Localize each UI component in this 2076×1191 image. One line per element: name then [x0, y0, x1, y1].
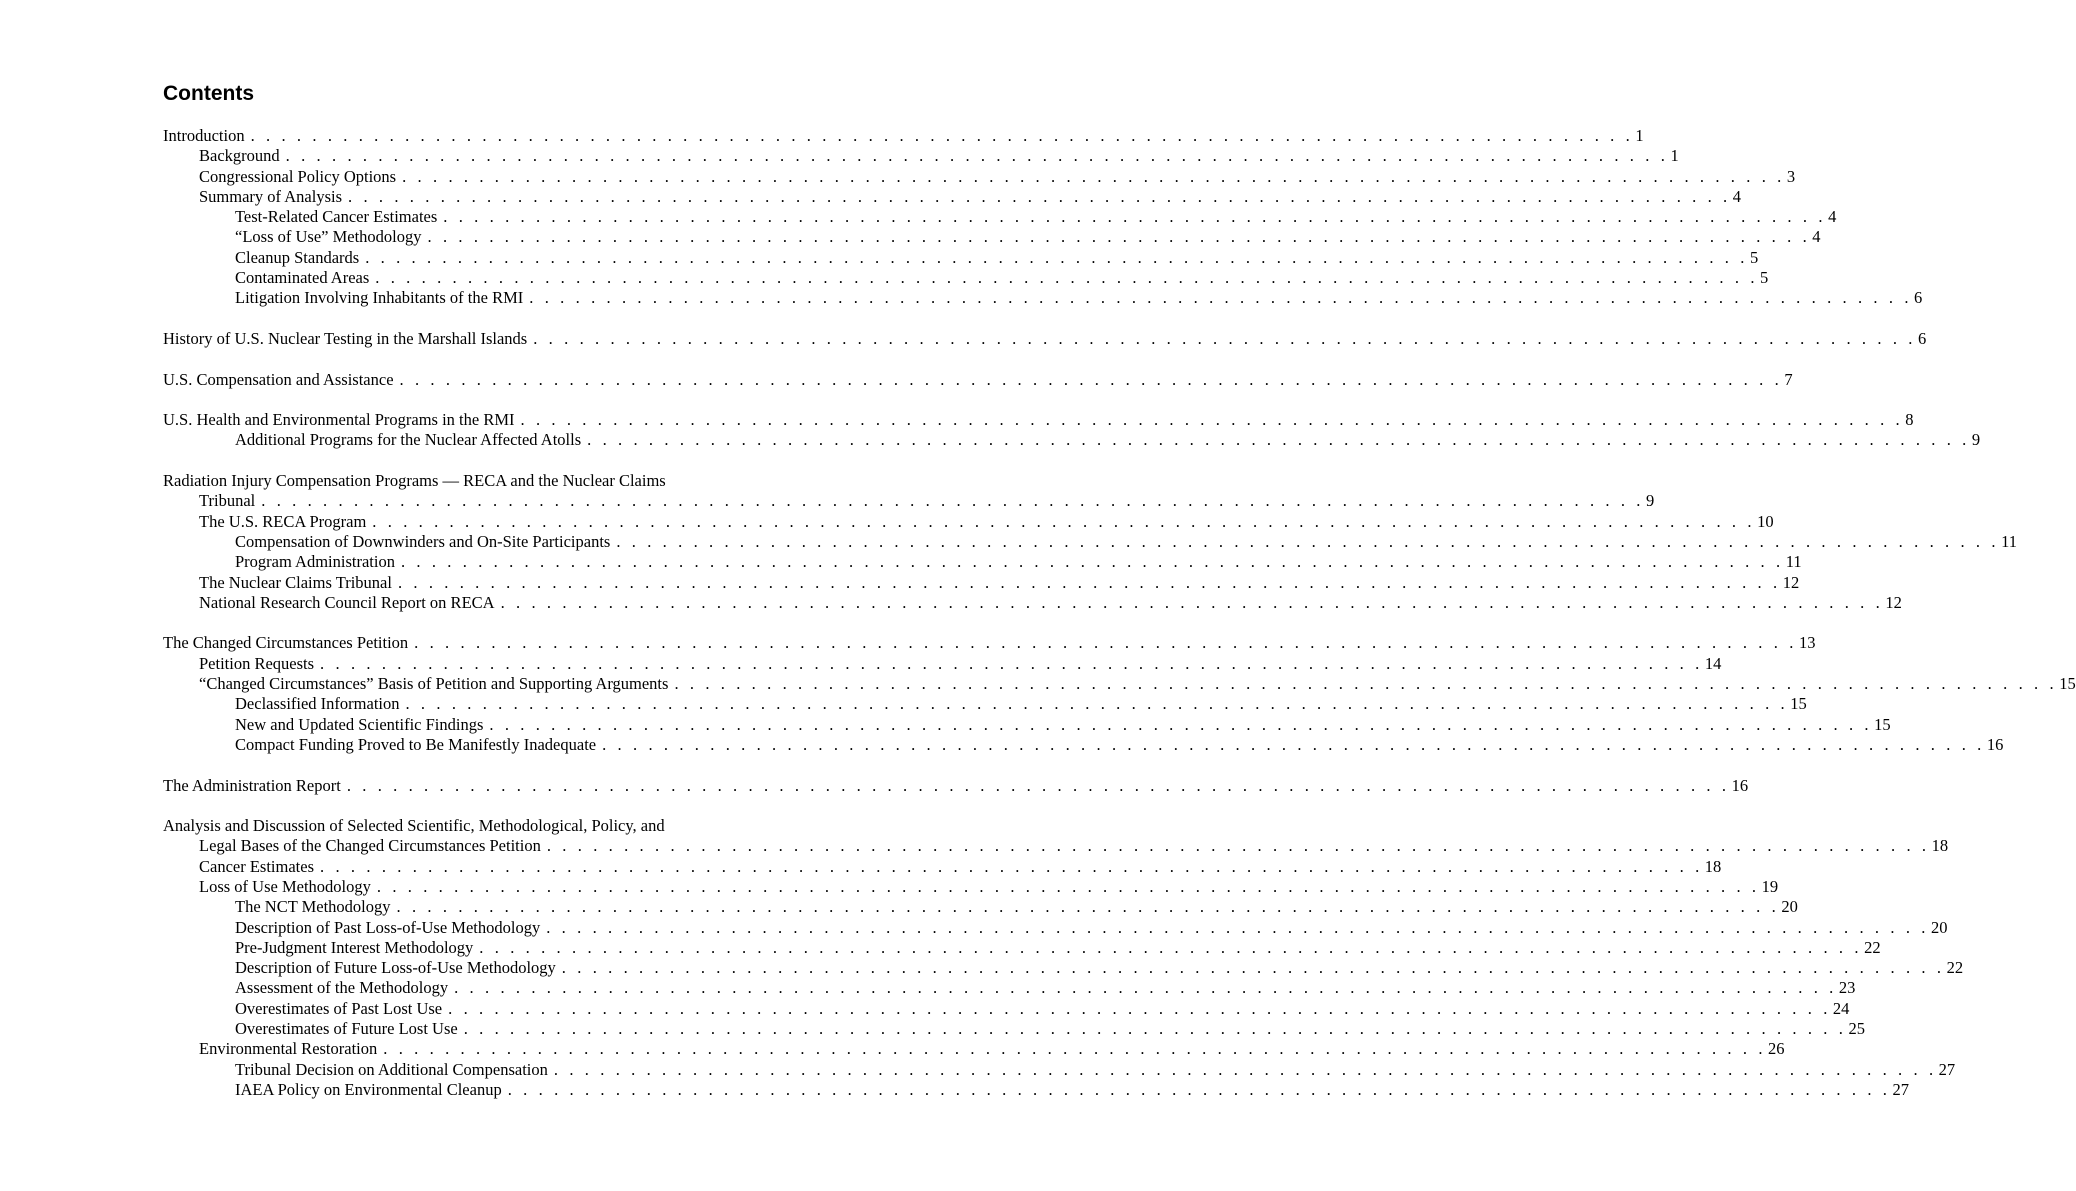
dot-leader: . . . . . . . . . . . . . . . . . . . . . . . . . . . . . . . . . . . . . . . . . . . . . . . . . . . . . . . . . . . . . . . . . . . . . . . . . . . . . . . . . . . . . . . . . . — [285, 146, 1669, 166]
toc-entry-title: Compensation of Downwinders and On-Site Participants — [235, 532, 616, 552]
dot-leader: . . . . . . . . . . . . . . . . . . . . . . . . . . . . . . . . . . . . . . . . . . . . . . . . . . . . . . . . . . . . . . . . . . . . . . . . . . . . . . . . . . . . . . . . . . — [553, 1059, 1937, 1079]
toc-page-number: 4 — [1828, 207, 1837, 227]
dot-leader: . . . . . . . . . . . . . . . . . . . . . . . . . . . . . . . . . . . . . . . . . . . . . . . . . . . . . . . . . . . . . . . . . . . . . . . . . . . . . . . . . . . . . . . . . . — [500, 592, 1884, 612]
dot-leader: . . . . . . . . . . . . . . . . . . . . . . . . . . . . . . . . . . . . . . . . . . . . . . . . . . . . . . . . . . . . . . . . . . . . . . . . . . . . . . . . . . . . . . . . . . — [250, 126, 1634, 145]
toc-entry-title: Background — [199, 146, 286, 166]
toc-entry — [163, 876, 1779, 897]
toc-entry — [163, 917, 1948, 938]
toc-entry-title: Summary of Analysis — [199, 187, 348, 207]
toc-entry-title: Assessment of the Methodology — [235, 978, 454, 998]
toc-entry-title: Declassified Information — [235, 694, 405, 714]
toc-entry-title: The U.S. RECA Program — [199, 512, 372, 532]
toc-entry — [163, 653, 1722, 674]
dot-leader: . . . . . . . . . . . . . . . . . . . . . . . . . . . . . . . . . . . . . . . . . . . . . . . . . . . . . . . . . . . . . . . . . . . . . . . . . . . . . . . . . . . . . . . . . . — [507, 1079, 1891, 1099]
dot-leader: . . . . . . . . . . . . . . . . . . . . . . . . . . . . . . . . . . . . . . . . . . . . . . . . . . . . . . . . . . . . . . . . . . . . . . . . . . . . . . . . . . . . . . . . . . — [561, 958, 1945, 978]
toc-entry — [163, 937, 1881, 958]
toc-page-number: 15 — [1790, 694, 1807, 714]
dot-leader: . . . . . . . . . . . . . . . . . . . . . . . . . . . . . . . . . . . . . . . . . . . . . . . . . . . . . . . . . . . . . . . . . . . . . . . . . . . . . . . . . . . . . . . . . . — [602, 734, 1985, 754]
toc-entry — [163, 531, 2017, 552]
toc-page-number: 7 — [1784, 369, 1793, 389]
toc-page-number: 6 — [1914, 288, 1923, 308]
toc-entry — [163, 694, 1807, 714]
toc-entry — [163, 714, 1891, 735]
toc-page-number: 4 — [1812, 227, 1821, 247]
table-of-contents — [163, 126, 2076, 1100]
dot-leader: . . . . . . . . . . . . . . . . . . . . . . . . . . . . . . . . . . . . . . . . . . . . . . . . . . . . . . . . . . . . . . . . . . . . . . . . . . . . . . . . . . . . . . . . . . — [454, 978, 1837, 998]
dot-leader: . . . . . . . . . . . . . . . . . . . . . . . . . . . . . . . . . . . . . . . . . . . . . . . . . . . . . . . . . . . . . . . . . . . . . . . . . . . . . . . . . . . . . . . . . . — [320, 856, 1703, 876]
toc-entry-title: The NCT Methodology — [235, 897, 397, 917]
toc-entry — [163, 166, 1796, 187]
toc-page-number: 24 — [1832, 998, 1850, 1018]
toc-entry-title: Tribunal — [199, 491, 261, 511]
toc-entry-title: Description of Future Loss-of-Use Methodology — [235, 958, 562, 978]
dot-leader: . . . . . . . . . . . . . . . . . . . . . . . . . . . . . . . . . . . . . . . . . . . . . . . . . . . . . . . . . . . . . . . . . . . . . . . . . . . . . . . . . . . . . . . . . . — [372, 511, 1756, 531]
toc-page-number: 23 — [1838, 978, 1856, 998]
toc-entry — [163, 288, 1923, 308]
dot-leader: . . . . . . . . . . . . . . . . . . . . . . . . . . . . . . . . . . . . . . . . . . . . . . . . . . . . . . . . . . . . . . . . . . . . . . . . . . . . . . . . . . . . . . . . . . — [346, 775, 1730, 795]
toc-page-number: 1 — [1635, 126, 1644, 145]
dot-leader: . . . . . . . . . . . . . . . . . . . . . . . . . . . . . . . . . . . . . . . . . . . . . . . . . . . . . . . . . . . . . . . . . . . . . . . . . . . . . . . . . . . . . . . . . . — [414, 633, 1797, 653]
toc-entry — [163, 552, 1802, 572]
dot-leader: . . . . . . . . . . . . . . . . . . . . . . . . . . . . . . . . . . . . . . . . . . . . . . . . . . . . . . . . . . . . . . . . . . . . . . . . . . . . . . . . . . . . . . . . . . — [546, 917, 1929, 937]
toc-page-number: 16 — [1986, 734, 2004, 754]
toc-page-number: 20 — [1931, 917, 1948, 937]
toc-page-number: 12 — [1782, 572, 1800, 592]
toc-entry — [163, 674, 2076, 694]
toc-page-number: 22 — [1946, 958, 1964, 978]
toc-entry-title: U.S. Compensation and Assistance — [163, 370, 400, 390]
toc-entry — [163, 897, 1798, 917]
toc-entry-title: Legal Bases of the Changed Circumstances Petition — [199, 836, 547, 856]
dot-leader: . . . . . . . . . . . . . . . . . . . . . . . . . . . . . . . . . . . . . . . . . . . . . . . . . . . . . . . . . . . . . . . . . . . . . . . . . . . . . . . . . . . . . . . . . . — [396, 897, 1780, 917]
toc-entry-title: The Changed Circumstances Petition — [163, 633, 414, 653]
toc-entry — [163, 633, 1816, 653]
toc-entry-title: “Changed Circumstances” Basis of Petition and Supporting Arguments — [199, 674, 674, 694]
toc-entry — [163, 775, 1749, 796]
page-title: Contents — [163, 82, 254, 105]
toc-entry-title: Analysis and Discussion of Selected Scientific, Methodological, Policy, and — [163, 816, 665, 836]
toc-page-number: 18 — [1931, 836, 1949, 856]
toc-entry — [163, 410, 1914, 430]
toc-entry — [163, 816, 758, 836]
dot-leader: . . . . . . . . . . . . . . . . . . . . . . . . . . . . . . . . . . . . . . . . . . . . . . . . . . . . . . . . . . . . . . . . . . . . . . . . . . . . . . . . . . . . . . . . . . — [348, 186, 1731, 206]
dot-leader: . . . . . . . . . . . . . . . . . . . . . . . . . . . . . . . . . . . . . . . . . . . . . . . . . . . . . . . . . . . . . . . . . . . . . . . . . . . . . . . . . . . . . . . . . . — [375, 268, 1759, 288]
toc-entry — [163, 1019, 1865, 1039]
toc-page-number: 5 — [1760, 268, 1769, 288]
toc-page-number: 3 — [1786, 166, 1796, 186]
toc-entry — [163, 471, 758, 491]
toc-entry — [163, 1079, 1909, 1100]
toc-entry — [163, 836, 1949, 856]
toc-entry — [163, 592, 1902, 613]
toc-page-number: 13 — [1798, 633, 1816, 653]
toc-page-number: 18 — [1704, 856, 1722, 876]
toc-entry-title: IAEA Policy on Environmental Cleanup — [235, 1080, 508, 1100]
toc-entry-title: Litigation Involving Inhabitants of the RMI — [235, 288, 529, 308]
toc-entry — [163, 734, 2004, 755]
dot-leader: . . . . . . . . . . . . . . . . . . . . . . . . . . . . . . . . . . . . . . . . . . . . . . . . . . . . . . . . . . . . . . . . . . . . . . . . . . . . . . . . . . . . . . . . . . — [320, 653, 1703, 673]
toc-entry-title: Overestimates of Past Lost Use — [235, 999, 448, 1019]
toc-entry — [163, 268, 1769, 288]
toc-entry-title: “Loss of Use” Methodology — [235, 227, 428, 247]
toc-entry-title: Program Administration — [235, 552, 401, 572]
toc-entry — [163, 856, 1722, 877]
toc-entry-title: New and Updated Scientific Findings — [235, 715, 489, 735]
toc-entry-title: History of U.S. Nuclear Testing in the Marshall Islands — [163, 329, 533, 349]
toc-page-number: 6 — [1918, 328, 1927, 348]
toc-entry-title: Pre-Judgment Interest Methodology — [235, 938, 479, 958]
dot-leader: . . . . . . . . . . . . . . . . . . . . . . . . . . . . . . . . . . . . . . . . . . . . . . . . . . . . . . . . . . . . . . . . . . . . . . . . . . . . . . . . . . . . . . . . . . — [405, 694, 1789, 714]
dot-leader: . . . . . . . . . . . . . . . . . . . . . . . . . . . . . . . . . . . . . . . . . . . . . . . . . . . . . . . . . . . . . . . . . . . . . . . . . . . . . . . . . . . . . . . . . . — [529, 288, 1913, 308]
toc-page-number: 4 — [1732, 186, 1742, 206]
toc-page-number: 20 — [1781, 897, 1798, 917]
toc-entry-title: Congressional Policy Options — [199, 167, 402, 187]
toc-page-number: 27 — [1938, 1059, 1956, 1079]
dot-leader: . . . . . . . . . . . . . . . . . . . . . . . . . . . . . . . . . . . . . . . . . . . . . . . . . . . . . . . . . . . . . . . . . . . . . . . . . . . . . . . . . . . . . . . . . . — [397, 572, 1781, 592]
toc-entry-title: Overestimates of Future Lost Use — [235, 1019, 464, 1039]
toc-entry-title: Tribunal Decision on Additional Compensation — [235, 1060, 554, 1080]
toc-page-number: 8 — [1905, 410, 1914, 430]
dot-leader: . . . . . . . . . . . . . . . . . . . . . . . . . . . . . . . . . . . . . . . . . . . . . . . . . . . . . . . . . . . . . . . . . . . . . . . . . . . . . . . . . . . . . . . . . . — [427, 227, 1811, 247]
toc-entry — [163, 1059, 1956, 1080]
dot-leader: . . . . . . . . . . . . . . . . . . . . . . . . . . . . . . . . . . . . . . . . . . . . . . . . . . . . . . . . . . . . . . . . . . . . . . . . . . . . . . . . . . . . . . . . . . — [402, 166, 1785, 186]
toc-entry — [163, 511, 1774, 532]
toc-entry-title: Cancer Estimates — [199, 857, 320, 877]
dot-leader: . . . . . . . . . . . . . . . . . . . . . . . . . . . . . . . . . . . . . . . . . . . . . . . . . . . . . . . . . . . . . . . . . . . . . . . . . . . . . . . . . . . . . . . . . . — [399, 369, 1783, 389]
toc-page-number: 25 — [1848, 1019, 1865, 1039]
toc-entry — [163, 247, 1759, 268]
dot-leader: . . . . . . . . . . . . . . . . . . . . . . . . . . . . . . . . . . . . . . . . . . . . . . . . . . . . . . . . . . . . . . . . . . . . . . . . . . . . . . . . . . . . . . . . . . — [376, 876, 1760, 896]
toc-page-number: 1 — [1670, 146, 1679, 166]
toc-page-number: 15 — [1874, 714, 1891, 734]
toc-entry-title: The Administration Report — [163, 776, 347, 796]
toc-entry — [163, 978, 1856, 998]
dot-leader: . . . . . . . . . . . . . . . . . . . . . . . . . . . . . . . . . . . . . . . . . . . . . . . . . . . . . . . . . . . . . . . . . . . . . . . . . . . . . . . . . . . . . . . . . . — [463, 1019, 1847, 1039]
toc-entry-title: Introduction — [163, 126, 251, 146]
toc-entry — [163, 126, 1644, 146]
dot-leader: . . . . . . . . . . . . . . . . . . . . . . . . . . . . . . . . . . . . . . . . . . . . . . . . . . . . . . . . . . . . . . . . . . . . . . . . . . . . . . . . . . . . . . . . . . — [587, 430, 1970, 450]
toc-entry — [163, 491, 1655, 511]
toc-entry — [163, 1039, 1785, 1059]
toc-page-number: 19 — [1761, 876, 1779, 896]
toc-entry — [163, 572, 1800, 593]
toc-entry — [163, 958, 1964, 978]
toc-entry-title: Petition Requests — [199, 654, 320, 674]
dot-leader: . . . . . . . . . . . . . . . . . . . . . . . . . . . . . . . . . . . . . . . . . . . . . . . . . . . . . . . . . . . . . . . . . . . . . . . . . . . . . . . . . . . . . . . . . . — [520, 410, 1904, 430]
dot-leader: . . . . . . . . . . . . . . . . . . . . . . . . . . . . . . . . . . . . . . . . . . . . . . . . . . . . . . . . . . . . . . . . . . . . . . . . . . . . . . . . . . . . . . . . . . — [616, 531, 2000, 551]
toc-entry — [163, 998, 1850, 1019]
dot-leader: . . . . . . . . . . . . . . . . . . . . . . . . . . . . . . . . . . . . . . . . . . . . . . . . . . . . . . . . . . . . . . . . . . . . . . . . . . . . . . . . . . . . . . . . . . — [365, 247, 1748, 267]
toc-entry — [163, 430, 1981, 450]
toc-entry — [163, 328, 1927, 349]
toc-entry — [163, 186, 1742, 207]
toc-page-number: 26 — [1768, 1039, 1785, 1059]
dot-leader: . . . . . . . . . . . . . . . . . . . . . . . . . . . . . . . . . . . . . . . . . . . . . . . . . . . . . . . . . . . . . . . . . . . . . . . . . . . . . . . . . . . . . . . . . . — [443, 207, 1827, 227]
toc-entry — [163, 369, 1793, 390]
dot-leader: . . . . . . . . . . . . . . . . . . . . . . . . . . . . . . . . . . . . . . . . . . . . . . . . . . . . . . . . . . . . . . . . . . . . . . . . . . . . . . . . . . . . . . . . . . — [489, 714, 1873, 734]
dot-leader: . . . . . . . . . . . . . . . . . . . . . . . . . . . . . . . . . . . . . . . . . . . . . . . . . . . . . . . . . . . . . . . . . . . . . . . . . . . . . . . . . . . . . . . . . . — [546, 836, 1930, 856]
toc-entry-title: National Research Council Report on RECA — [199, 593, 501, 613]
dot-leader: . . . . . . . . . . . . . . . . . . . . . . . . . . . . . . . . . . . . . . . . . . . . . . . . . . . . . . . . . . . . . . . . . . . . . . . . . . . . . . . . . . . . . . . . . . — [533, 328, 1917, 348]
toc-entry — [163, 207, 1837, 227]
toc-page-number: 11 — [2001, 531, 2017, 551]
toc-entry-title: Contaminated Areas — [235, 268, 375, 288]
toc-entry-title: Additional Programs for the Nuclear Affected Atolls — [235, 430, 587, 450]
toc-entry-title: Test-Related Cancer Estimates — [235, 207, 443, 227]
dot-leader: . . . . . . . . . . . . . . . . . . . . . . . . . . . . . . . . . . . . . . . . . . . . . . . . . . . . . . . . . . . . . . . . . . . . . . . . . . . . . . . . . . . . . . . . . . — [479, 937, 1863, 957]
dot-leader: . . . . . . . . . . . . . . . . . . . . . . . . . . . . . . . . . . . . . . . . . . . . . . . . . . . . . . . . . . . . . . . . . . . . . . . . . . . . . . . . . . . . . . . . . . — [674, 674, 2058, 694]
toc-entry — [163, 146, 1679, 166]
toc-entry — [163, 227, 1821, 247]
toc-entry-title: Description of Past Loss-of-Use Methodology — [235, 918, 546, 938]
toc-page-number: 14 — [1704, 653, 1722, 673]
dot-leader: . . . . . . . . . . . . . . . . . . . . . . . . . . . . . . . . . . . . . . . . . . . . . . . . . . . . . . . . . . . . . . . . . . . . . . . . . . . . . . . . . . . . . . . . . . — [400, 552, 1784, 572]
toc-entry-title: Loss of Use Methodology — [199, 877, 377, 897]
toc-entry-title: Cleanup Standards — [235, 248, 365, 268]
dot-leader: . . . . . . . . . . . . . . . . . . . . . . . . . . . . . . . . . . . . . . . . . . . . . . . . . . . . . . . . . . . . . . . . . . . . . . . . . . . . . . . . . . . . . . . . . . — [261, 491, 1645, 511]
toc-page-number: 27 — [1892, 1079, 1909, 1099]
toc-entry-title: Compact Funding Proved to Be Manifestly Inadequate — [235, 735, 602, 755]
toc-page-number: 15 — [2059, 674, 2076, 694]
dot-leader: . . . . . . . . . . . . . . . . . . . . . . . . . . . . . . . . . . . . . . . . . . . . . . . . . . . . . . . . . . . . . . . . . . . . . . . . . . . . . . . . . . . . . . . . . . — [383, 1039, 1767, 1059]
toc-page-number: 9 — [1971, 430, 1981, 450]
toc-entry-title: U.S. Health and Environmental Programs in the RMI — [163, 410, 521, 430]
dot-leader: . . . . . . . . . . . . . . . . . . . . . . . . . . . . . . . . . . . . . . . . . . . . . . . . . . . . . . . . . . . . . . . . . . . . . . . . . . . . . . . . . . . . . . . . . . — [448, 998, 1831, 1018]
toc-page-number: 16 — [1731, 775, 1749, 795]
toc-page-number: 10 — [1757, 511, 1774, 531]
toc-entry-title: The Nuclear Claims Tribunal — [199, 573, 398, 593]
toc-page-number: 22 — [1864, 937, 1881, 957]
toc-page-number: 5 — [1749, 247, 1759, 267]
toc-page-number: 11 — [1785, 552, 1802, 572]
toc-entry-title: Environmental Restoration — [199, 1039, 383, 1059]
toc-entry-title: Radiation Injury Compensation Programs — RECA and the Nuclear Claims — [163, 471, 666, 491]
toc-page-number: 12 — [1885, 592, 1902, 612]
toc-page-number: 9 — [1646, 491, 1655, 511]
